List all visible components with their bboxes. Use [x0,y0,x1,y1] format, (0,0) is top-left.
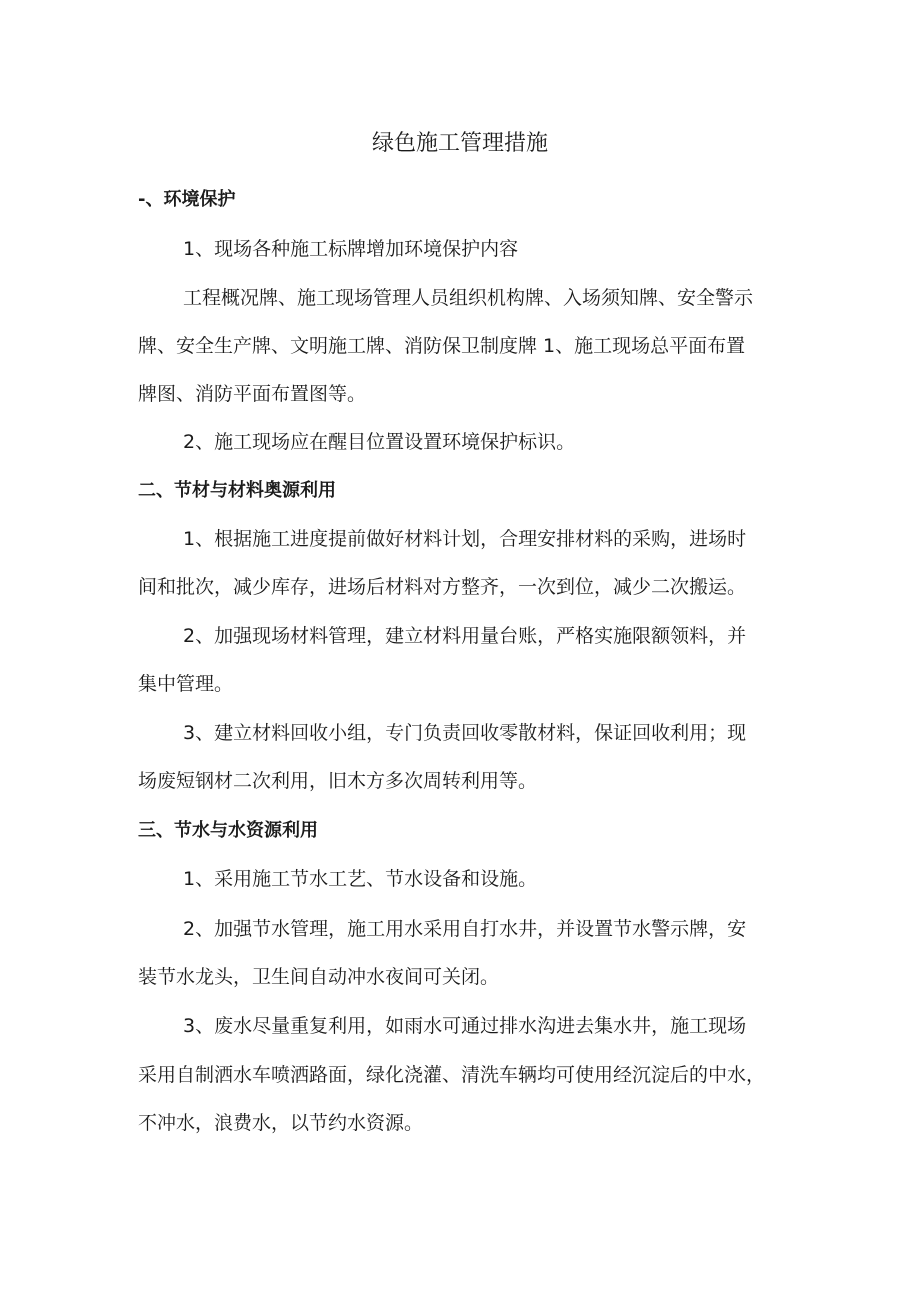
section-heading-water: 三、节水与水资源利用 [138,820,318,841]
paragraph-line: 1、现场各种施工标牌增加环境保护内容 [183,238,519,260]
paragraph-line: 牌、安全生产牌、文明施工牌、消防保卫制度牌 1、施工现场总平面布置 [138,335,746,357]
paragraph-line: 场废短钢材二次利用，旧木方多次周转利用等。 [138,770,538,792]
paragraph-line: 采用自制洒水车喷洒路面，绿化浇灌、清洗车辆均可使用经沉淀后的中水， [138,1064,766,1086]
paragraph-line: 工程概况牌、施工现场管理人员组织机构牌、入场须知牌、安全警示 [183,287,754,309]
paragraph-line: 3、废水尽量重复利用，如雨水可通过排水沟进去集水井，施工现场 [183,1015,747,1037]
paragraph-line: 牌图、消防平面布置图等。 [138,383,367,405]
paragraph-line: 装节水龙头，卫生间自动冲水夜间可关闭。 [138,966,500,988]
paragraph-line: 1、根据施工进度提前做好材料计划，合理安排材料的采购，进场时 [183,528,747,550]
document-title: 绿色施工管理措施 [371,131,548,156]
paragraph-line: 间和批次，减少库存，进场后材料对方整齐，一次到位，减少二次搬运。 [138,576,747,598]
paragraph-line: 不冲水，浪费水，以节约水资源。 [138,1112,424,1134]
paragraph-line: 2、加强现场材料管理，建立材料用量台账，严格实施限额领料，并 [183,625,747,647]
paragraph-line: 2、加强节水管理，施工用水采用自打水井，并设置节水警示牌，安 [183,918,747,940]
paragraph-line: 3、建立材料回收小组，专门负责回收零散材料，保证回收利用；现 [183,722,747,744]
paragraph-line: 1、采用施工节水工艺、节水设备和设施。 [183,868,538,890]
section-heading-materials: 二、节材与材料奥源利用 [138,480,336,501]
section-heading-environment: -、环境保护 [138,189,236,210]
paragraph-line: 集中管理。 [138,673,234,695]
paragraph-line: 2、施工现场应在醒目位置设置环境保护标识。 [183,431,576,453]
